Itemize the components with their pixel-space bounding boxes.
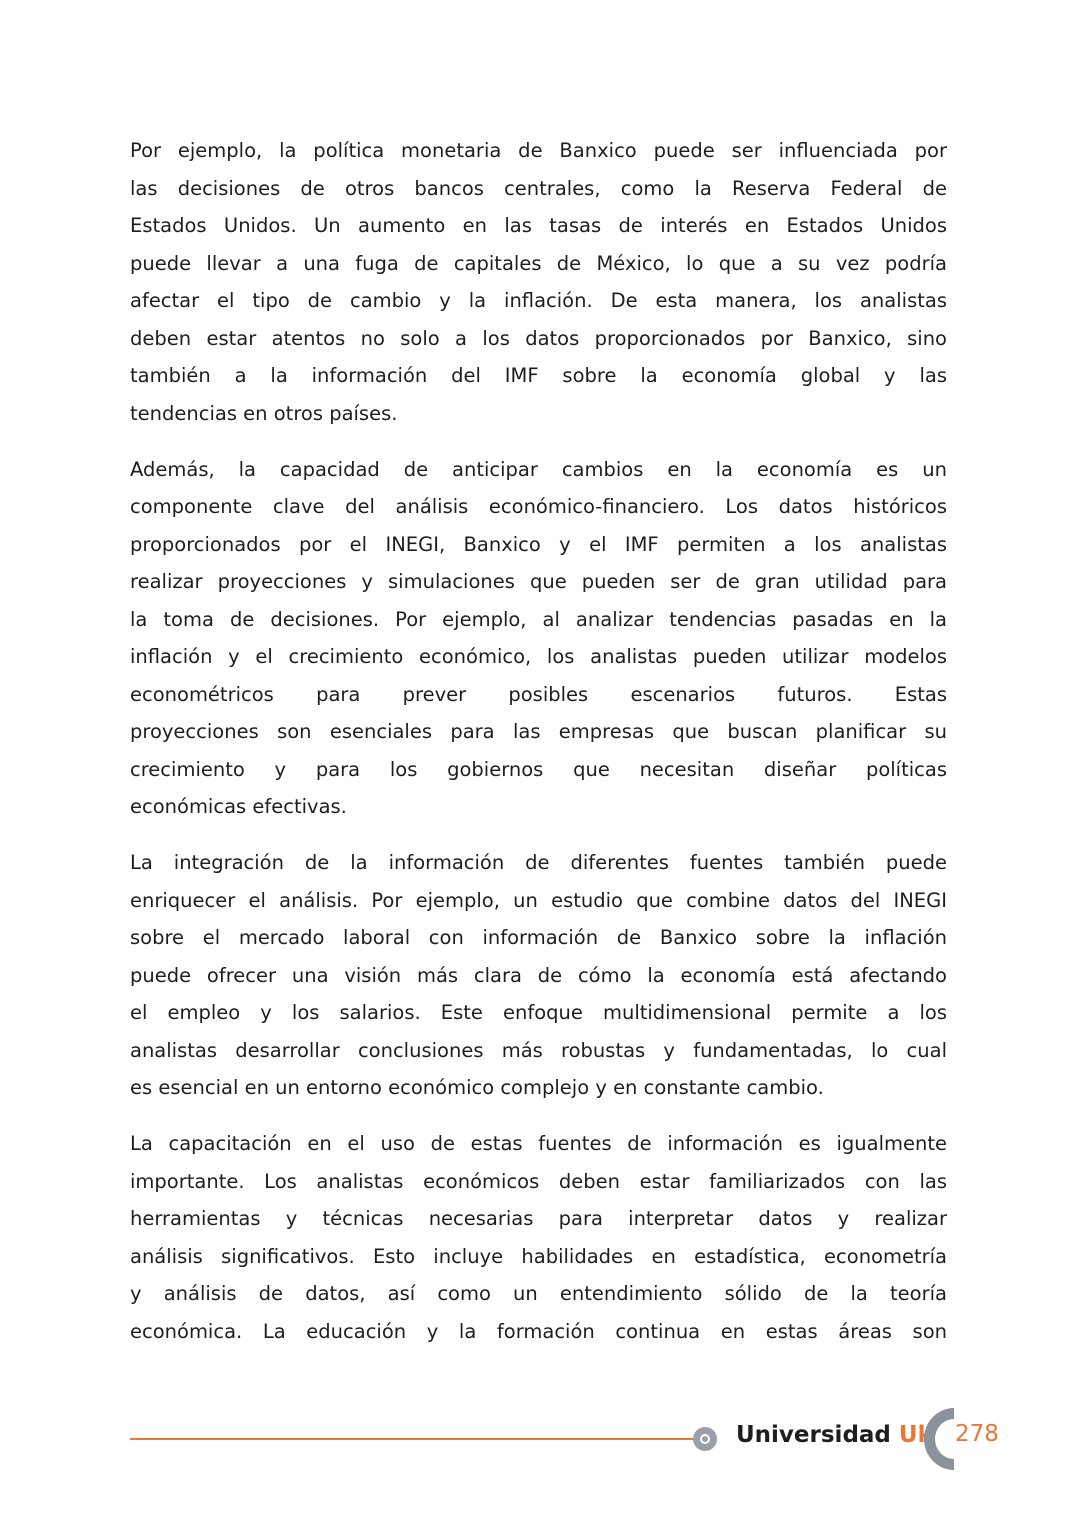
text-line: y análisis de datos, así como un entendimiento sólido de la teoría xyxy=(130,1282,947,1305)
text-line: deben estar atentos no solo a los datos proporcionados por Banxico, sino xyxy=(130,326,947,350)
text-line: puede llevar a una fuga de capitales de México, lo que a su vez podría xyxy=(130,251,947,275)
text-line: la toma de decisiones. Por ejemplo, al analizar tendencias pasadas en la xyxy=(130,607,947,631)
brand-name: Universidad xyxy=(736,1422,891,1448)
text-line: La capacitación en el uso de estas fuentes de información es igualmente xyxy=(130,1132,947,1155)
paragraph xyxy=(130,132,947,432)
body-text xyxy=(130,132,947,1369)
text-line: puede ofrecer una visión más clara de cómo la economía está afectando xyxy=(130,963,947,987)
footer-divider xyxy=(130,1438,695,1440)
text-line: Además, la capacidad de anticipar cambios en la economía es un xyxy=(130,457,947,481)
text-line: afectar el tipo de cambio y la inflación. De esta manera, los analistas xyxy=(130,289,947,312)
text-line: Por ejemplo, la política monetaria de Banxico puede ser influenciada por xyxy=(130,139,947,162)
text-line: Estados Unidos. Un aumento en las tasas de interés en Estados Unidos xyxy=(130,214,947,237)
page-number: 278 xyxy=(955,1421,999,1447)
text-line: tendencias en otros países. xyxy=(130,401,398,425)
text-line: el empleo y los salarios. Este enfoque multidimensional permite a los xyxy=(130,1001,947,1024)
text-line: es esencial en un entorno económico complejo y en constante cambio. xyxy=(130,1076,824,1099)
text-line: econométricos para prever posibles escenarios futuros. Estas xyxy=(130,682,947,706)
text-line: herramientas y técnicas necesarias para interpretar datos y realizar xyxy=(130,1207,947,1230)
paragraph xyxy=(130,451,947,826)
footer-brand xyxy=(736,1422,933,1448)
text-line: enriquecer el análisis. Por ejemplo, un estudio que combine datos del INEGI xyxy=(130,888,947,912)
text-line: económica. La educación y la formación continua en estas áreas son xyxy=(130,1319,947,1343)
paragraph xyxy=(130,1125,947,1350)
text-line: La integración de la información de diferentes fuentes también puede xyxy=(130,851,947,874)
text-line: importante. Los analistas económicos deben estar familiarizados con las xyxy=(130,1169,947,1193)
circle-logo-icon xyxy=(693,1427,717,1451)
text-line: análisis significativos. Esto incluye habilidades en estadística, econometría xyxy=(130,1244,947,1268)
text-line: las decisiones de otros bancos centrales, como la Reserva Federal de xyxy=(130,176,947,200)
text-line: proyecciones son esenciales para las empresas que buscan planificar su xyxy=(130,720,947,743)
text-line: realizar proyecciones y simulaciones que pueden ser de gran utilidad para xyxy=(130,570,947,593)
text-line: sobre el mercado laboral con información de Banxico sobre la inflación xyxy=(130,926,947,949)
text-line: inflación y el crecimiento económico, los analistas pueden utilizar modelos xyxy=(130,645,947,668)
text-line: crecimiento y para los gobiernos que necesitan diseñar políticas xyxy=(130,757,947,781)
text-line: componente clave del análisis económico-financiero. Los datos históricos xyxy=(130,495,947,518)
brand-accent: Uk xyxy=(898,1422,933,1448)
text-line: proporcionados por el INEGI, Banxico y el IMF permiten a los analistas xyxy=(130,532,947,556)
text-line: analistas desarrollar conclusiones más robustas y fundamentadas, lo cual xyxy=(130,1038,947,1062)
paragraph xyxy=(130,844,947,1107)
text-line: también a la información del IMF sobre la economía global y las xyxy=(130,364,947,387)
text-line: económicas efectivas. xyxy=(130,795,347,818)
